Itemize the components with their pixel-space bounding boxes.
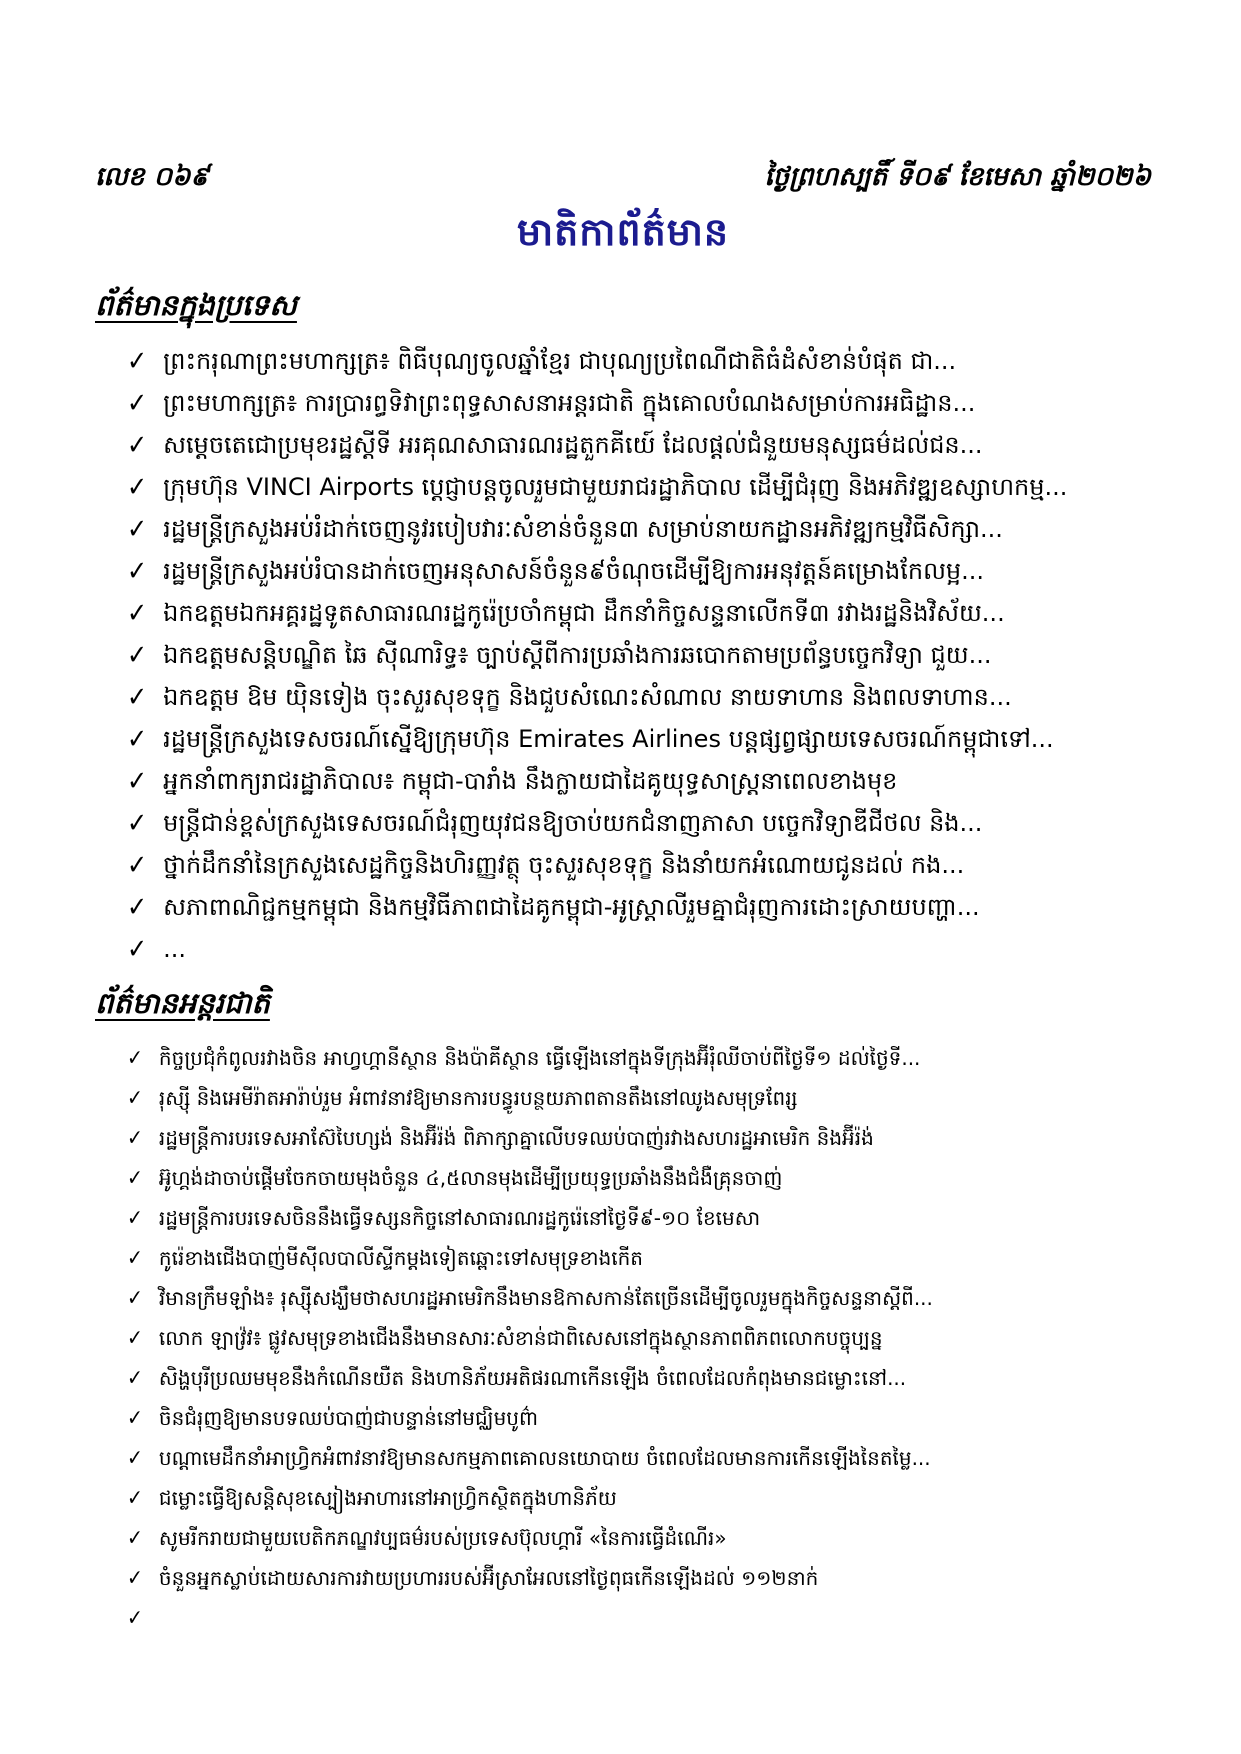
checkmark-icon: ✓ (127, 1205, 143, 1231)
news-item-text: រដ្ឋមន្ត្រីការបរទេសអាស៊ែបៃហ្សង់ និងអ៊ីរ៉ង់ ពិភាក្សាគ្នាលើបទឈប់បាញ់រវាងសហរដ្ឋអាមេរិក និងអ៊ីរ៉ង់ (158, 1126, 874, 1150)
news-item (127, 1238, 1151, 1278)
news-item-text: សម្តេចតេជោប្រមុខរដ្ឋស្តីទី អរគុណសាធារណរដ្ឋតួកគីយេ៍ ដែលផ្តល់ជំនួយមនុស្សធម៌ដល់ជន... (163, 431, 983, 459)
checkmark-icon: ✓ (127, 890, 148, 924)
checkmark-icon: ✓ (127, 1085, 143, 1111)
news-item (127, 844, 1151, 886)
checkmark-icon: ✓ (127, 596, 148, 630)
news-item-text: រុស្ស៊ី និងអេមីរ៉ាតអារ៉ាប់រួម អំពាវនាវឱ្យមានការបន្ធូរបន្ថយភាពតានតឹងនៅឈូងសមុទ្រពែរ្ស (158, 1086, 798, 1110)
checkmark-icon: ✓ (127, 344, 148, 378)
news-item-text: ឯកឧត្តម ឱម យ៉ិនទៀង ចុះសួរសុខទុក្ខ និងជួបសំណេះសំណាល នាយទាហាន និងពលទាហាន... (163, 683, 1012, 711)
news-item-text: រដ្ឋមន្ត្រីក្រសួងទេសចរណ៍ស្នើឱ្យក្រុមហ៊ុន Emirates Airlines បន្តផ្សព្វផ្សាយទេសចរណ៍កម្ពុជាទៅ... (163, 725, 1054, 753)
news-item (127, 1078, 1151, 1118)
checkmark-icon: ✓ (127, 1365, 143, 1391)
checkmark-icon: ✓ (127, 764, 148, 798)
international-news-heading: ព័ត៌មានអន្តរជាតិ (95, 986, 270, 1020)
news-item (127, 1598, 1151, 1638)
news-item (127, 802, 1151, 844)
news-item-text: ចំនួនអ្នកស្លាប់ដោយសារការវាយប្រហាររបស់អ៊ីស្រាអែលនៅថ្ងៃពុធកើនឡើងដល់ ១១២នាក់ (158, 1566, 819, 1590)
checkmark-icon: ✓ (127, 1285, 143, 1311)
news-item-text: ឯកឧត្តមសន្តិបណ្ឌិត ឆៃ ស៊ីណារិទ្ធ៖ ច្បាប់ស្តីពីការប្រឆាំងការឆបោកតាមប្រព័ន្ធបច្ចេកវិទ្យា ជួយ... (163, 641, 992, 669)
checkmark-icon: ✓ (127, 1125, 143, 1151)
page-title: មាតិកាព័ត៌មាន (516, 210, 730, 254)
news-item (127, 1318, 1151, 1358)
news-item-text: ជម្លោះធ្វើឱ្យសន្តិសុខស្បៀងអាហារនៅអាហ្វ្រិកស្ថិតក្នុងហានិភ័យ (158, 1486, 617, 1510)
news-item-text: សភាពាណិជ្ជកម្មកម្ពុជា និងកម្មវិធីភាពជាដៃគូកម្ពុជា-អូស្ត្រាលីរួមគ្នាជំរុញការដោះស្រាយបញ្ហា... (163, 893, 980, 921)
domestic-news-heading: ព័ត៌មានក្នុងប្រទេស (95, 288, 297, 322)
news-item (127, 676, 1151, 718)
news-item (127, 634, 1151, 676)
news-item (127, 1398, 1151, 1438)
checkmark-icon: ✓ (127, 428, 148, 462)
checkmark-icon: ✓ (127, 1485, 143, 1511)
news-item (127, 928, 1151, 970)
news-item (127, 466, 1151, 508)
checkmark-icon: ✓ (127, 512, 148, 546)
checkmark-icon: ✓ (127, 470, 148, 504)
news-item-text: អ្នកនាំពាក្យរាជរដ្ឋាភិបាល៖ កម្ពុជា-បារាំង នឹងក្លាយជាដៃគូយុទ្ធសាស្ត្រនាពេលខាងមុខ (163, 767, 898, 795)
news-item (127, 340, 1151, 382)
checkmark-icon: ✓ (127, 1445, 143, 1471)
international-news-list (95, 1038, 1151, 1638)
news-item-text: ព្រះមហាក្សត្រ៖ ការប្រារព្ធទិវាព្រះពុទ្ធសាសនាអន្តរជាតិ ក្នុងគោលបំណងសម្រាប់ការអធិដ្ឋាន... (163, 389, 976, 417)
news-item-text: រដ្ឋមន្ត្រីក្រសួងអប់រំដាក់ចេញនូវរបៀបវារៈសំខាន់ចំនួន៣ សម្រាប់នាយកដ្ឋានអភិវឌ្ឍកម្មវិធីសិក្សា... (163, 515, 1003, 543)
checkmark-icon: ✓ (127, 1165, 143, 1191)
news-item (127, 508, 1151, 550)
news-item (127, 886, 1151, 928)
header-date: ថ្ងៃព្រហស្បតិ៍ ទី០៩ ខែមេសា ឆ្នាំ២០២៦ (764, 162, 1151, 192)
news-item-text: រដ្ឋមន្ត្រីក្រសួងអប់រំបានដាក់ចេញអនុសាសន៍ចំនួន៩ចំណុចដើម្បីឱ្យការអនុវត្តន៍គម្រោងកែលម្អ... (163, 557, 985, 585)
news-item-text: សូមរីករាយជាមួយបេតិកភណ្ឌវប្បធម៌របស់ប្រទេសប៊ុលហ្គារី «នៃការធ្វើដំណើរ» (158, 1526, 727, 1550)
news-item (127, 1158, 1151, 1198)
document-header (95, 160, 1151, 198)
checkmark-icon: ✓ (127, 1245, 143, 1271)
news-item-text: ព្រះករុណាព្រះមហាក្សត្រ៖ ពិធីបុណ្យចូលឆ្នាំខ្មែរ ជាបុណ្យប្រពៃណីជាតិធំដំសំខាន់បំផុត ជា... (163, 347, 957, 375)
news-item-text: សិង្ហបុរីប្រឈមមុខនឹងកំណើនយឺត និងហានិភ័យអតិផរណាកើនឡើង ចំពេលដែលកំពុងមានជម្លោះនៅ... (158, 1366, 907, 1390)
checkmark-icon: ✓ (127, 1525, 143, 1551)
news-item (127, 760, 1151, 802)
checkmark-icon: ✓ (127, 1605, 143, 1631)
checkmark-icon: ✓ (127, 386, 148, 420)
news-item (127, 1518, 1151, 1558)
news-item-text: ឯកឧត្តមឯកអគ្គរដ្ឋទូតសាធារណរដ្ឋកូរ៉េប្រចាំកម្ពុជា ដឹកនាំកិច្ចសន្ទនាលើកទី៣ រវាងរដ្ឋនិងវិស័យ... (163, 599, 1005, 627)
section-domestic-news (95, 282, 1151, 970)
checkmark-icon: ✓ (127, 1325, 143, 1351)
news-item-text: កិច្ចប្រជុំកំពូលរវាងចិន អាហ្វហ្គានីស្ថាន និងប៉ាគីស្ថាន ធ្វើឡើងនៅក្នុងទីក្រុងអ៊ីរុំឈីចាប់ពីថ្ងៃទី១ ដល់ថ្ងៃទី... (158, 1046, 921, 1070)
checkmark-icon: ✓ (127, 680, 148, 714)
news-item-text: ក្រុមហ៊ុន VINCI Airports ប្តេជ្ញាបន្តចូលរួមជាមួយរាជរដ្ឋាភិបាល ដើម្បីជំរុញ និងអភិវឌ្ឍឧស្សាហកម្ម... (163, 473, 1068, 501)
news-item (127, 718, 1151, 760)
news-item (127, 1358, 1151, 1398)
news-item (127, 424, 1151, 466)
news-item (127, 1558, 1151, 1598)
news-item-text: វិមានក្រឹមឡាំង៖ រុស្ស៊ីសង្ឃឹមថាសហរដ្ឋអាមេរិកនឹងមានឱកាសកាន់តែច្រើនដើម្បីចូលរួមក្នុងកិច្ចសន្ទនាស្តីពី... (158, 1286, 933, 1310)
checkmark-icon: ✓ (127, 554, 148, 588)
checkmark-icon: ✓ (127, 806, 148, 840)
news-item-text: លោក ឡាវ៉្រវ៖ ផ្លូវសមុទ្រខាងជើងនឹងមានសារៈសំខាន់ជាពិសេសនៅក្នុងស្ថានភាពពិភពលោកបច្ចុប្បន្ន (158, 1326, 883, 1350)
checkmark-icon: ✓ (127, 638, 148, 672)
news-item (127, 1278, 1151, 1318)
news-item-text: ... (163, 935, 186, 963)
news-item (127, 1118, 1151, 1158)
news-item (127, 1478, 1151, 1518)
news-item (127, 592, 1151, 634)
checkmark-icon: ✓ (127, 1405, 143, 1431)
news-item (127, 1038, 1151, 1078)
section-international-news (95, 980, 1151, 1638)
news-item-text: អ៊ូហ្គង់ដាចាប់ផ្តើមចែកចាយមុងចំនួន ៤,៥លានមុងដើម្បីប្រយុទ្ធប្រឆាំងនឹងជំងឺគ្រុនចាញ់ (158, 1166, 783, 1190)
news-item-text: ថ្នាក់ដឹកនាំនៃក្រសួងសេដ្ឋកិច្ចនិងហិរញ្ញវត្ថុ ចុះសួរសុខទុក្ខ និងនាំយកអំណោយជូនដល់ កង... (163, 851, 965, 879)
domestic-news-list (95, 340, 1151, 970)
checkmark-icon: ✓ (127, 932, 148, 966)
checkmark-icon: ✓ (127, 1045, 143, 1071)
checkmark-icon: ✓ (127, 1565, 143, 1591)
news-item-text: មន្ត្រីជាន់ខ្ពស់ក្រសួងទេសចរណ៍ជំរុញយុវជនឱ្យចាប់យកជំនាញភាសា បច្ចេកវិទ្យាឌីជីថល និង... (163, 809, 983, 837)
news-item-text: ចិនជំរុញឱ្យមានបទឈប់បាញ់ជាបន្ទាន់នៅមជ្ឈិមបូព៌ា (158, 1406, 539, 1430)
news-item (127, 1438, 1151, 1478)
news-item (127, 1198, 1151, 1238)
issue-number: លេខ ០៦៩ (95, 162, 209, 192)
news-item-text: រដ្ឋមន្ត្រីការបរទេសចិននឹងធ្វើទស្សនកិច្ចនៅសាធារណរដ្ឋកូរ៉េនៅថ្ងៃទី៩-១០ ខែមេសា (158, 1206, 761, 1230)
news-item-text: បណ្តាមេដឹកនាំអាហ្រ្វិកអំពាវនាវឱ្យមានសកម្មភាពគោលនយោបាយ ចំពេលដែលមានការកើនឡើងនៃតម្លៃ... (158, 1446, 931, 1470)
checkmark-icon: ✓ (127, 722, 148, 756)
news-item (127, 382, 1151, 424)
news-item (127, 550, 1151, 592)
checkmark-icon: ✓ (127, 848, 148, 882)
news-item-text: កូរ៉េខាងជើងបាញ់មីស៊ីលបាលីស្ទីកម្តងទៀតឆ្ពោះទៅសមុទ្រខាងកើត (158, 1246, 644, 1270)
